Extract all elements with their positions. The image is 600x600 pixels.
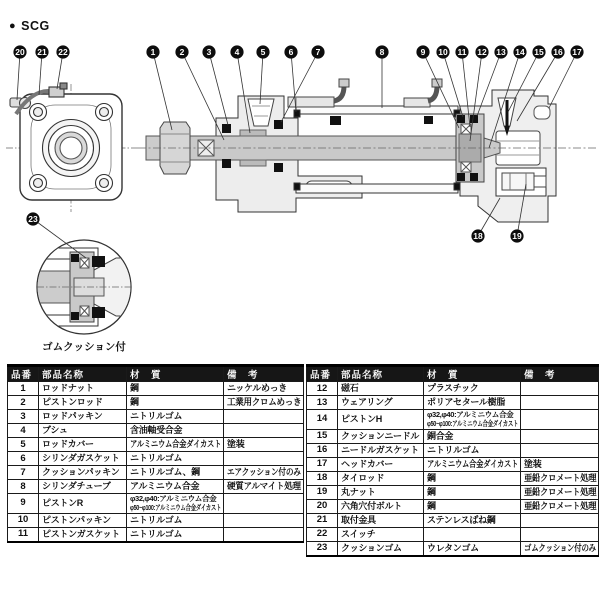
table-cell: アルミニウム合金ダイカスト [424, 457, 521, 471]
table-cell: 鋼 [127, 396, 224, 410]
table-cell: 鋼 [424, 471, 521, 485]
table-row [8, 494, 304, 514]
table-cell: 亜鉛クロメート処理 [521, 485, 599, 499]
table-cell: プラスチック [424, 382, 521, 396]
svg-text:8: 8 [379, 47, 385, 58]
svg-text:21: 21 [37, 47, 47, 58]
table-cell: 硬質アルマイト処理 [224, 480, 304, 494]
table-row [8, 452, 304, 466]
callout-5 [256, 45, 269, 104]
table-cell: 4 [8, 424, 39, 438]
table-cell: 15 [307, 429, 338, 443]
table-cell: スイッチ [338, 527, 424, 541]
table-cell: φ32,φ40:アルミニウム合金 φ50~φ100:アルミニウム合金ダイカスト [127, 494, 224, 514]
section-view [138, 79, 596, 222]
table-cell: ヘッドカバー [338, 457, 424, 471]
svg-text:11: 11 [457, 47, 467, 58]
table-row [8, 480, 304, 494]
table-cell [224, 513, 304, 527]
column-header: 部品名称 [39, 366, 127, 382]
table-cell: 亜鉛クロメート処理 [521, 499, 599, 513]
bushing [240, 130, 266, 136]
svg-text:20: 20 [15, 47, 25, 58]
svg-text:14: 14 [515, 47, 525, 58]
detail-caption: ゴムクッション付 [42, 341, 126, 353]
table-cell [521, 396, 599, 410]
callout-8 [375, 45, 388, 108]
svg-text:6: 6 [288, 47, 294, 58]
table-cell: シリンダチューブ [39, 480, 127, 494]
table-cell [521, 429, 599, 443]
column-header: 備 考 [521, 366, 599, 382]
table-cell [521, 382, 599, 396]
table-row [8, 438, 304, 452]
column-header: 品番 [8, 366, 39, 382]
svg-text:1: 1 [150, 47, 156, 58]
table-cell [521, 410, 599, 430]
column-header: 材 質 [127, 366, 224, 382]
table-row [307, 410, 599, 430]
table-cell: ピストンR [39, 494, 127, 514]
front-view [6, 83, 140, 212]
table-header-row [8, 366, 304, 382]
table-cell: 2 [8, 396, 39, 410]
table-cell: 取付金具 [338, 513, 424, 527]
table-row [307, 485, 599, 499]
svg-text:23: 23 [28, 214, 38, 225]
detail-view [36, 240, 131, 353]
table-cell: 16 [307, 443, 338, 457]
bullet-icon: ● [9, 19, 17, 32]
table-row [8, 527, 304, 542]
svg-text:16: 16 [553, 47, 563, 58]
table-cell: 13 [307, 396, 338, 410]
table-cell: ニードルガスケット [338, 443, 424, 457]
table-cell: ロッドカバー [39, 438, 127, 452]
table-row [8, 382, 304, 396]
table-cell [521, 527, 599, 541]
table-cell: 22 [307, 527, 338, 541]
table-cell: ニトリルゴム [127, 410, 224, 424]
table-cell: 銅合金 [424, 429, 521, 443]
table-row [307, 429, 599, 443]
table-cell: 10 [8, 513, 39, 527]
table-cell: 18 [307, 471, 338, 485]
table-row [307, 527, 599, 541]
series-label: SCG [21, 19, 50, 33]
table-row [8, 410, 304, 424]
callout-1 [146, 45, 172, 130]
svg-text:4: 4 [234, 47, 240, 58]
table-row [307, 513, 599, 527]
table-cell: 14 [307, 410, 338, 430]
table-cell: 19 [307, 485, 338, 499]
table-cell: ピストンH [338, 410, 424, 430]
table-cell: ニトリルゴム、鋼 [127, 466, 224, 480]
table-cell: 6 [8, 452, 39, 466]
svg-text:10: 10 [438, 47, 448, 58]
svg-text:7: 7 [315, 47, 321, 58]
table-cell: ポリアセタール樹脂 [424, 396, 521, 410]
table-cell: タイロッド [338, 471, 424, 485]
tie-rod-and-nut [496, 168, 546, 196]
table-cell [224, 452, 304, 466]
table-cell: ロッドパッキン [39, 410, 127, 424]
table-cell: 11 [8, 527, 39, 542]
table-cell: 亜鉛クロメート処理 [521, 471, 599, 485]
parts-table-right [306, 364, 599, 557]
table-cell: 7 [8, 466, 39, 480]
table-cell: 六角穴付ボルト [338, 499, 424, 513]
table-cell: 鋼 [424, 499, 521, 513]
table-cell: ピストンロッド [39, 396, 127, 410]
table-cell: ニトリルゴム [424, 443, 521, 457]
table-cell: 21 [307, 513, 338, 527]
table-cell [224, 424, 304, 438]
table-cell: 1 [8, 382, 39, 396]
table-cell: アルミニウム合金ダイカスト [127, 438, 224, 452]
table-cell: ピストンガスケット [39, 527, 127, 542]
table-cell: 工業用クロムめっき [224, 396, 304, 410]
svg-text:9: 9 [420, 47, 426, 58]
callout-20 [13, 45, 26, 100]
table-cell: 塗装 [224, 438, 304, 452]
table-row [8, 513, 304, 527]
table-row [307, 499, 599, 513]
table-cell: ブシュ [39, 424, 127, 438]
table-cell: 丸ナット [338, 485, 424, 499]
table-cell: 含油軸受合金 [127, 424, 224, 438]
table-cell: ニトリルゴム [127, 527, 224, 542]
table-row [8, 396, 304, 410]
table-cell: 3 [8, 410, 39, 424]
table-row [307, 471, 599, 485]
table-cell: 磁石 [338, 382, 424, 396]
table-cell: クッションパッキン [39, 466, 127, 480]
table-row [8, 466, 304, 480]
table-cell: 9 [8, 494, 39, 514]
svg-text:3: 3 [206, 47, 212, 58]
table-cell: ニッケルめっき [224, 382, 304, 396]
table-cell: クッションニードル [338, 429, 424, 443]
switch-right [404, 79, 442, 124]
parts-table-left [7, 364, 304, 543]
table-cell: ステンレスばね鋼 [424, 513, 521, 527]
svg-text:19: 19 [512, 231, 522, 242]
table-cell: φ32,φ40:アルミニウム合金 φ50~φ100:アルミニウム合金ダイカスト [424, 410, 521, 430]
callout-21 [35, 45, 48, 95]
table-cell: ピストンパッキン [39, 513, 127, 527]
table-cell: 塗装 [521, 457, 599, 471]
table-cell: シリンダガスケット [39, 452, 127, 466]
table-row [307, 457, 599, 471]
table-row [307, 541, 599, 556]
svg-text:18: 18 [473, 231, 483, 242]
table-cell: ロッドナット [39, 382, 127, 396]
column-header: 備 考 [224, 366, 304, 382]
table-cell: ゴムクッション付のみ [521, 541, 599, 556]
table-row [307, 382, 599, 396]
table-row [8, 424, 304, 438]
bore-circles [43, 120, 100, 177]
round-nut [502, 173, 534, 190]
svg-text:5: 5 [260, 47, 266, 58]
table-cell: 20 [307, 499, 338, 513]
svg-text:13: 13 [496, 47, 506, 58]
column-header: 品番 [307, 366, 338, 382]
table-cell: 23 [307, 541, 338, 556]
table-cell: クッションゴム [338, 541, 424, 556]
callout-3 [202, 45, 228, 125]
svg-text:17: 17 [572, 47, 582, 58]
table-cell [224, 494, 304, 514]
table-cell: ウレタンゴム [424, 541, 521, 556]
svg-text:12: 12 [477, 47, 487, 58]
table-cell: エアクッション付のみ [224, 466, 304, 480]
table-row [307, 396, 599, 410]
column-header: 部品名称 [338, 366, 424, 382]
table-cell: ニトリルゴム [127, 513, 224, 527]
svg-text:2: 2 [179, 47, 185, 58]
table-cell [521, 513, 599, 527]
table-cell: 鋼 [127, 382, 224, 396]
table-cell: ウェアリング [338, 396, 424, 410]
svg-text:15: 15 [534, 47, 544, 58]
table-cell: ニトリルゴム [127, 452, 224, 466]
table-cell: 5 [8, 438, 39, 452]
table-row [307, 443, 599, 457]
column-header: 材 質 [424, 366, 521, 382]
table-header-row [307, 366, 599, 382]
table-cell: 8 [8, 480, 39, 494]
table-cell [521, 443, 599, 457]
table-cell: アルミニウム合金 [127, 480, 224, 494]
svg-text:22: 22 [58, 47, 68, 58]
table-cell [224, 527, 304, 542]
table-cell: 17 [307, 457, 338, 471]
table-cell: 12 [307, 382, 338, 396]
table-cell [224, 410, 304, 424]
table-cell [424, 527, 521, 541]
table-cell: 鋼 [424, 485, 521, 499]
